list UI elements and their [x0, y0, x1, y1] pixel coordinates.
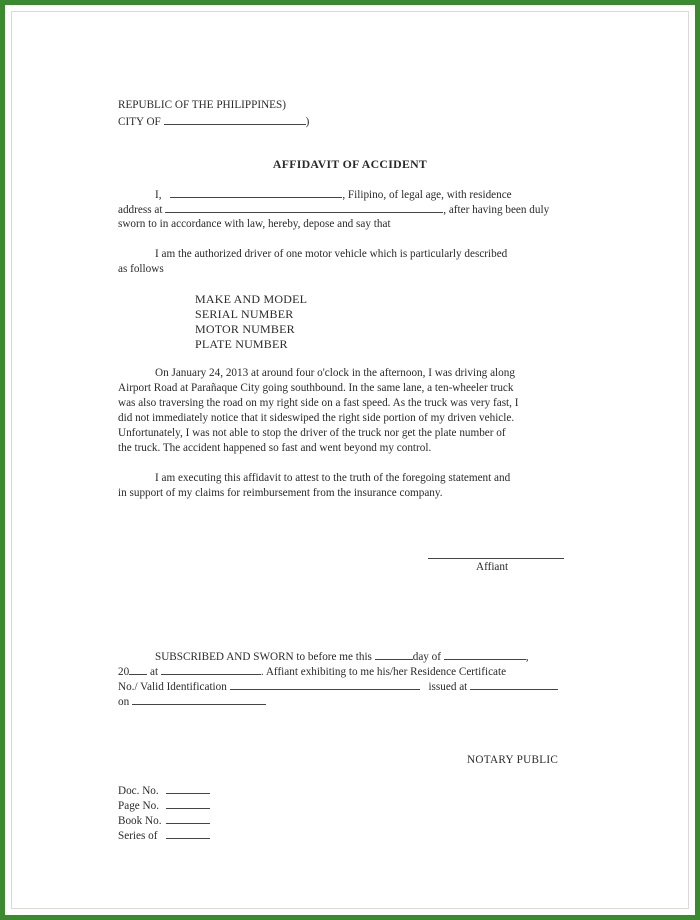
- republic-text: REPUBLIC OF THE PHILIPPINES): [118, 99, 286, 111]
- series-of-blank[interactable]: [166, 828, 210, 839]
- city-blank[interactable]: [164, 114, 306, 125]
- republic-heading: [118, 98, 286, 113]
- residence-address-blank[interactable]: [165, 202, 443, 213]
- sworn-month-blank[interactable]: [444, 649, 526, 660]
- vehicle-field-plate: PLATE NUMBER: [195, 337, 288, 351]
- affiant-name-blank[interactable]: [170, 187, 342, 198]
- book-no-blank[interactable]: [166, 813, 210, 824]
- vehicle-field-serial: SERIAL NUMBER: [195, 307, 294, 321]
- issued-at-blank[interactable]: [470, 679, 558, 690]
- sworn-day-blank[interactable]: [375, 649, 413, 660]
- jurat-line-4: on: [118, 694, 266, 710]
- city-label: CITY OF: [118, 116, 161, 128]
- intro-line-3: sworn to in accordance with law, hereby, depose and say that: [118, 218, 391, 230]
- jurat-line-3: No./ Valid Identification issued at: [118, 679, 558, 695]
- city-close: ): [305, 116, 310, 128]
- register-series-of: Series of: [118, 828, 210, 844]
- vehicle-field-make-model: MAKE AND MODEL: [195, 292, 308, 306]
- issued-on-blank[interactable]: [132, 694, 266, 705]
- notary-public-label: NOTARY PUBLIC: [467, 754, 559, 766]
- narrative-line: was also traversing the road on my right side on a fast speed. As the truck was very fast, I: [118, 397, 519, 409]
- jurat-line-2: 20 at . Affiant exhibiting to me his/her Residence Certificate: [118, 666, 507, 678]
- driver-line-2: as follows: [118, 263, 164, 275]
- city-line: [118, 114, 309, 130]
- register-doc-no: Doc. No.: [118, 783, 210, 799]
- register-page-no: Page No.: [118, 798, 210, 814]
- intro-line-2: address at , after having been duly: [118, 204, 550, 216]
- document-title: AFFIDAVIT OF ACCIDENT: [272, 157, 428, 171]
- jurat-line-1: SUBSCRIBED AND SWORN to before me this day of ,: [155, 651, 529, 663]
- doc-no-blank[interactable]: [166, 783, 210, 794]
- sworn-place-blank[interactable]: [161, 664, 261, 675]
- narrative-line: the truck. The accident happened so fast and went beyond my control.: [118, 442, 432, 454]
- narrative-line: On January 24, 2013 at around four o'clock in the afternoon, I was driving along: [155, 367, 515, 379]
- narrative-line: did not immediately notice that it sideswiped the right side portion of my driven vehicle.: [118, 412, 515, 424]
- affiant-signature-line[interactable]: [428, 558, 564, 559]
- page-no-blank[interactable]: [166, 798, 210, 809]
- vehicle-field-motor: MOTOR NUMBER: [195, 322, 295, 336]
- narrative-line: Airport Road at Parañaque City going southbound. In the same lane, a ten-wheeler truck: [118, 382, 514, 394]
- narrative-line: Unfortunately, I was not able to stop the driver of the truck nor get the plate number of: [118, 427, 506, 439]
- identification-blank[interactable]: [230, 679, 420, 690]
- affiant-label: Affiant: [476, 561, 509, 573]
- executing-line: in support of my claims for reimbursement from the insurance company.: [118, 487, 443, 499]
- intro-line-1: I, , Filipino, of legal age, with residence: [155, 189, 512, 201]
- sworn-year-blank[interactable]: [129, 664, 147, 675]
- register-book-no: Book No.: [118, 813, 210, 829]
- executing-line: I am executing this affidavit to attest to the truth of the foregoing statement and: [155, 472, 511, 484]
- driver-line-1: I am the authorized driver of one motor vehicle which is particularly described: [155, 248, 508, 260]
